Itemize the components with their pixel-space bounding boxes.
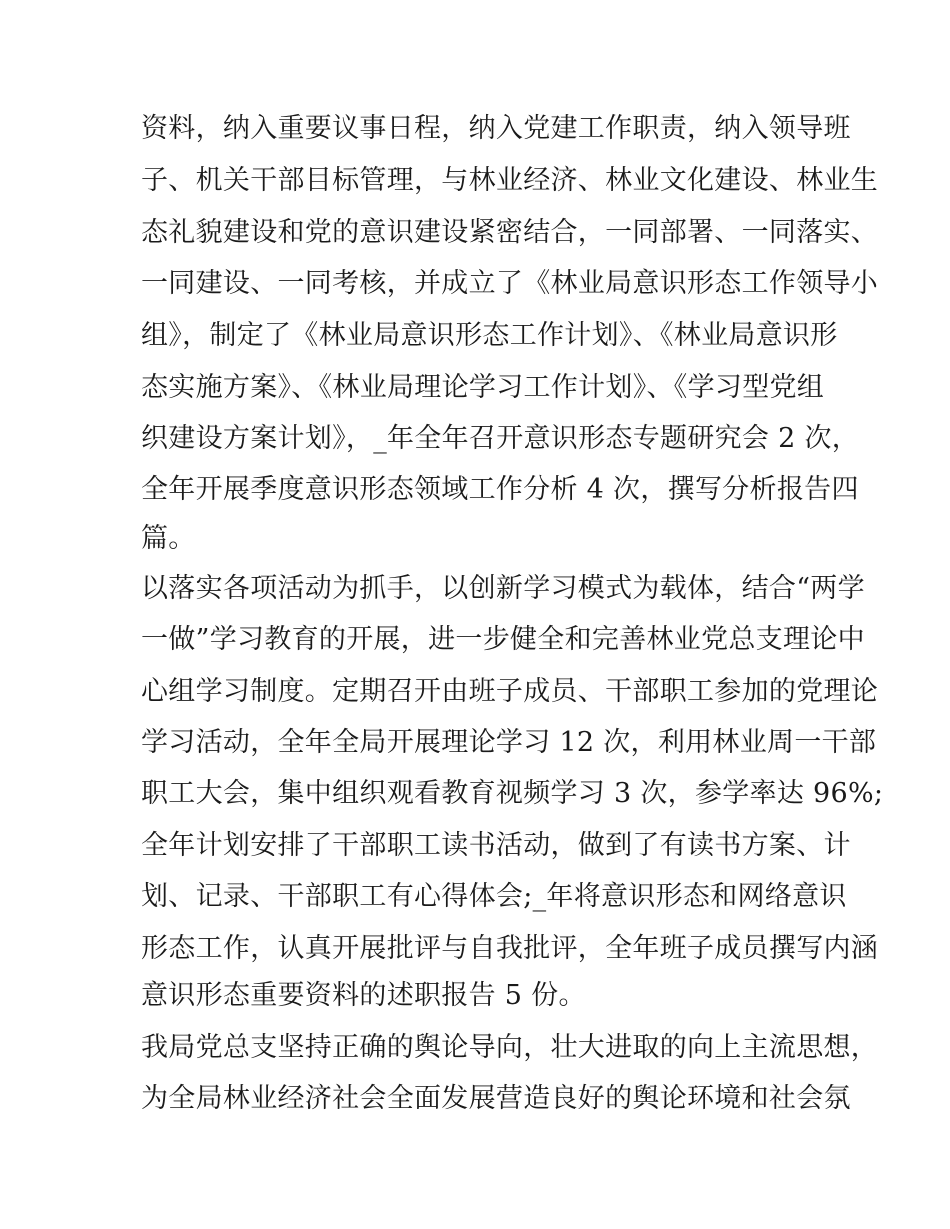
text-line: 职工大会，集中组织观看教育视频学习 3 次，参学率达 96%; [141,778,884,809]
text-line: 织建设方案计划》，_年全年召开意识形态专题研究会 2 次， [141,423,860,454]
text-line: 篇。 [141,523,196,554]
text-line: 意识形态重要资料的述职报告 5 份。 [141,980,586,1011]
text-line: 组》，制定了《林业局意识形态工作计划》、《林业局意识形 [141,320,838,351]
text-line: 资料，纳入重要议事日程，纳入党建工作职责，纳入领导班 [141,113,851,144]
text-line: 形态工作，认真开展批评与自我批评，全年班子成员撰写内涵 [141,933,879,964]
text-line: 子、机关干部目标管理，与林业经济、林业文化建设、林业生 [141,165,879,196]
text-line: 态礼貌建设和党的意识建设紧密结合，一同部署、一同落实、 [141,217,879,248]
text-line: 学习活动，全年全局开展理论学习 12 次，利用林业周一干部 [141,727,877,758]
text-line: 一做”学习教育的开展，进一步健全和完善林业党总支理论中 [141,624,865,655]
text-line: 为全局林业经济社会全面发展营造良好的舆论环境和社会氛 [141,1083,851,1114]
text-line: 划、记录、干部职工有心得体会;_年将意识形态和网络意识 [141,881,847,912]
text-line: 一同建设、一同考核，并成立了《林业局意识形态工作领导小 [141,268,879,299]
text-line: 全年开展季度意识形态领域工作分析 4 次，撰写分析报告四 [141,474,859,505]
text-line: 我局党总支坚持正确的舆论导向，壮大进取的向上主流思想， [141,1032,879,1063]
text-line: 心组学习制度。定期召开由班子成员、干部职工参加的党理论 [141,676,879,707]
text-line: 以落实各项活动为抓手，以创新学习模式为载体，结合“两学 [141,573,865,604]
text-line: 态实施方案》、《林业局理论学习工作计划》、《学习型党组 [141,372,825,403]
text-line: 全年计划安排了干部职工读书活动，做到了有读书方案、计 [141,830,851,861]
